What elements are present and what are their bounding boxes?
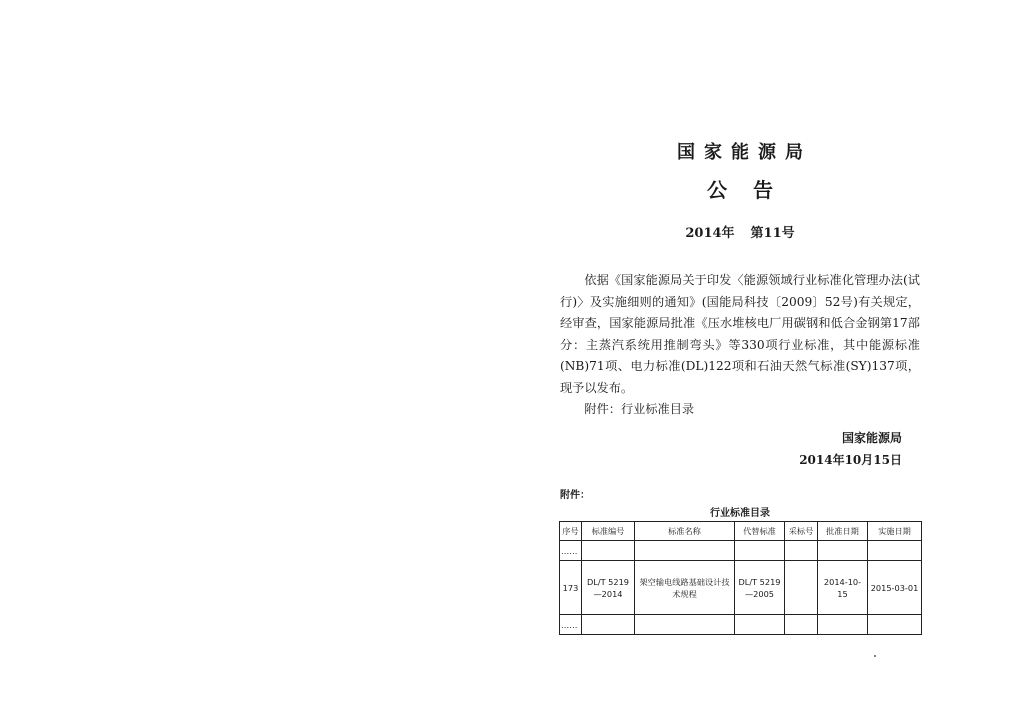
attachment-reference: 附件：行业标准目录: [584, 402, 695, 416]
issue-year: 2014年: [685, 226, 735, 241]
header-adopted: 采标号: [785, 522, 818, 541]
table-row-ellipsis: [560, 615, 922, 635]
notice-page: [556, 0, 924, 724]
header-approved: 批准日期: [818, 522, 868, 541]
notice-body: [560, 270, 920, 421]
signature-date: 2014年10月15日: [799, 453, 902, 467]
issuing-agency-heading: 国家能源局: [677, 142, 812, 163]
header-effective: 实施日期: [868, 522, 922, 541]
header-seq: 序号: [560, 522, 582, 541]
row-name: 架空输电线路基础设计技术规程: [635, 561, 735, 615]
table-title: 行业标准目录: [710, 508, 770, 519]
row-effective: 2015-03-01: [868, 561, 922, 615]
attachment-label: 附件：: [560, 490, 590, 501]
ellipsis-cell: ……: [560, 541, 582, 561]
notice-type-heading: 公告: [707, 178, 799, 202]
table-header-row: [560, 522, 922, 541]
signature-agency: 国家能源局: [841, 431, 902, 445]
header-name: 标准名称: [635, 522, 735, 541]
header-replaces: 代替标准: [735, 522, 785, 541]
notice-paragraph: 依据《国家能源局关于印发〈能源领域行业标准化管理办法(试行)〉及实施细则的通知》(国能局科技〔2009〕52号)有关规定，经审查，国家能源局批准《压水堆核电厂用碳钢和低合金钢第17部分：主蒸汽系统用推制弯头》等330项行业标准，其中能源标准(NB)71项、电力标准(DL)122项和石油天然气标准(SY)137项，现予以发布。: [560, 273, 920, 395]
header-code: 标准编号: [582, 522, 635, 541]
standards-table: [559, 521, 922, 635]
row-approved: 2014-10-15: [818, 561, 868, 615]
row-replaces: DL/T 5219—2005: [735, 561, 785, 615]
issue-number: [556, 222, 924, 241]
row-code: DL/T 5219—2014: [582, 561, 635, 615]
row-seq: 173: [560, 561, 582, 615]
scan-speck: [874, 655, 876, 657]
ellipsis-cell: ……: [560, 615, 582, 635]
signature-block: [799, 427, 902, 471]
table-row-ellipsis: [560, 541, 922, 561]
row-adopted: [785, 561, 818, 615]
table-row: [560, 561, 922, 615]
issue-no: 第11号: [750, 226, 795, 241]
